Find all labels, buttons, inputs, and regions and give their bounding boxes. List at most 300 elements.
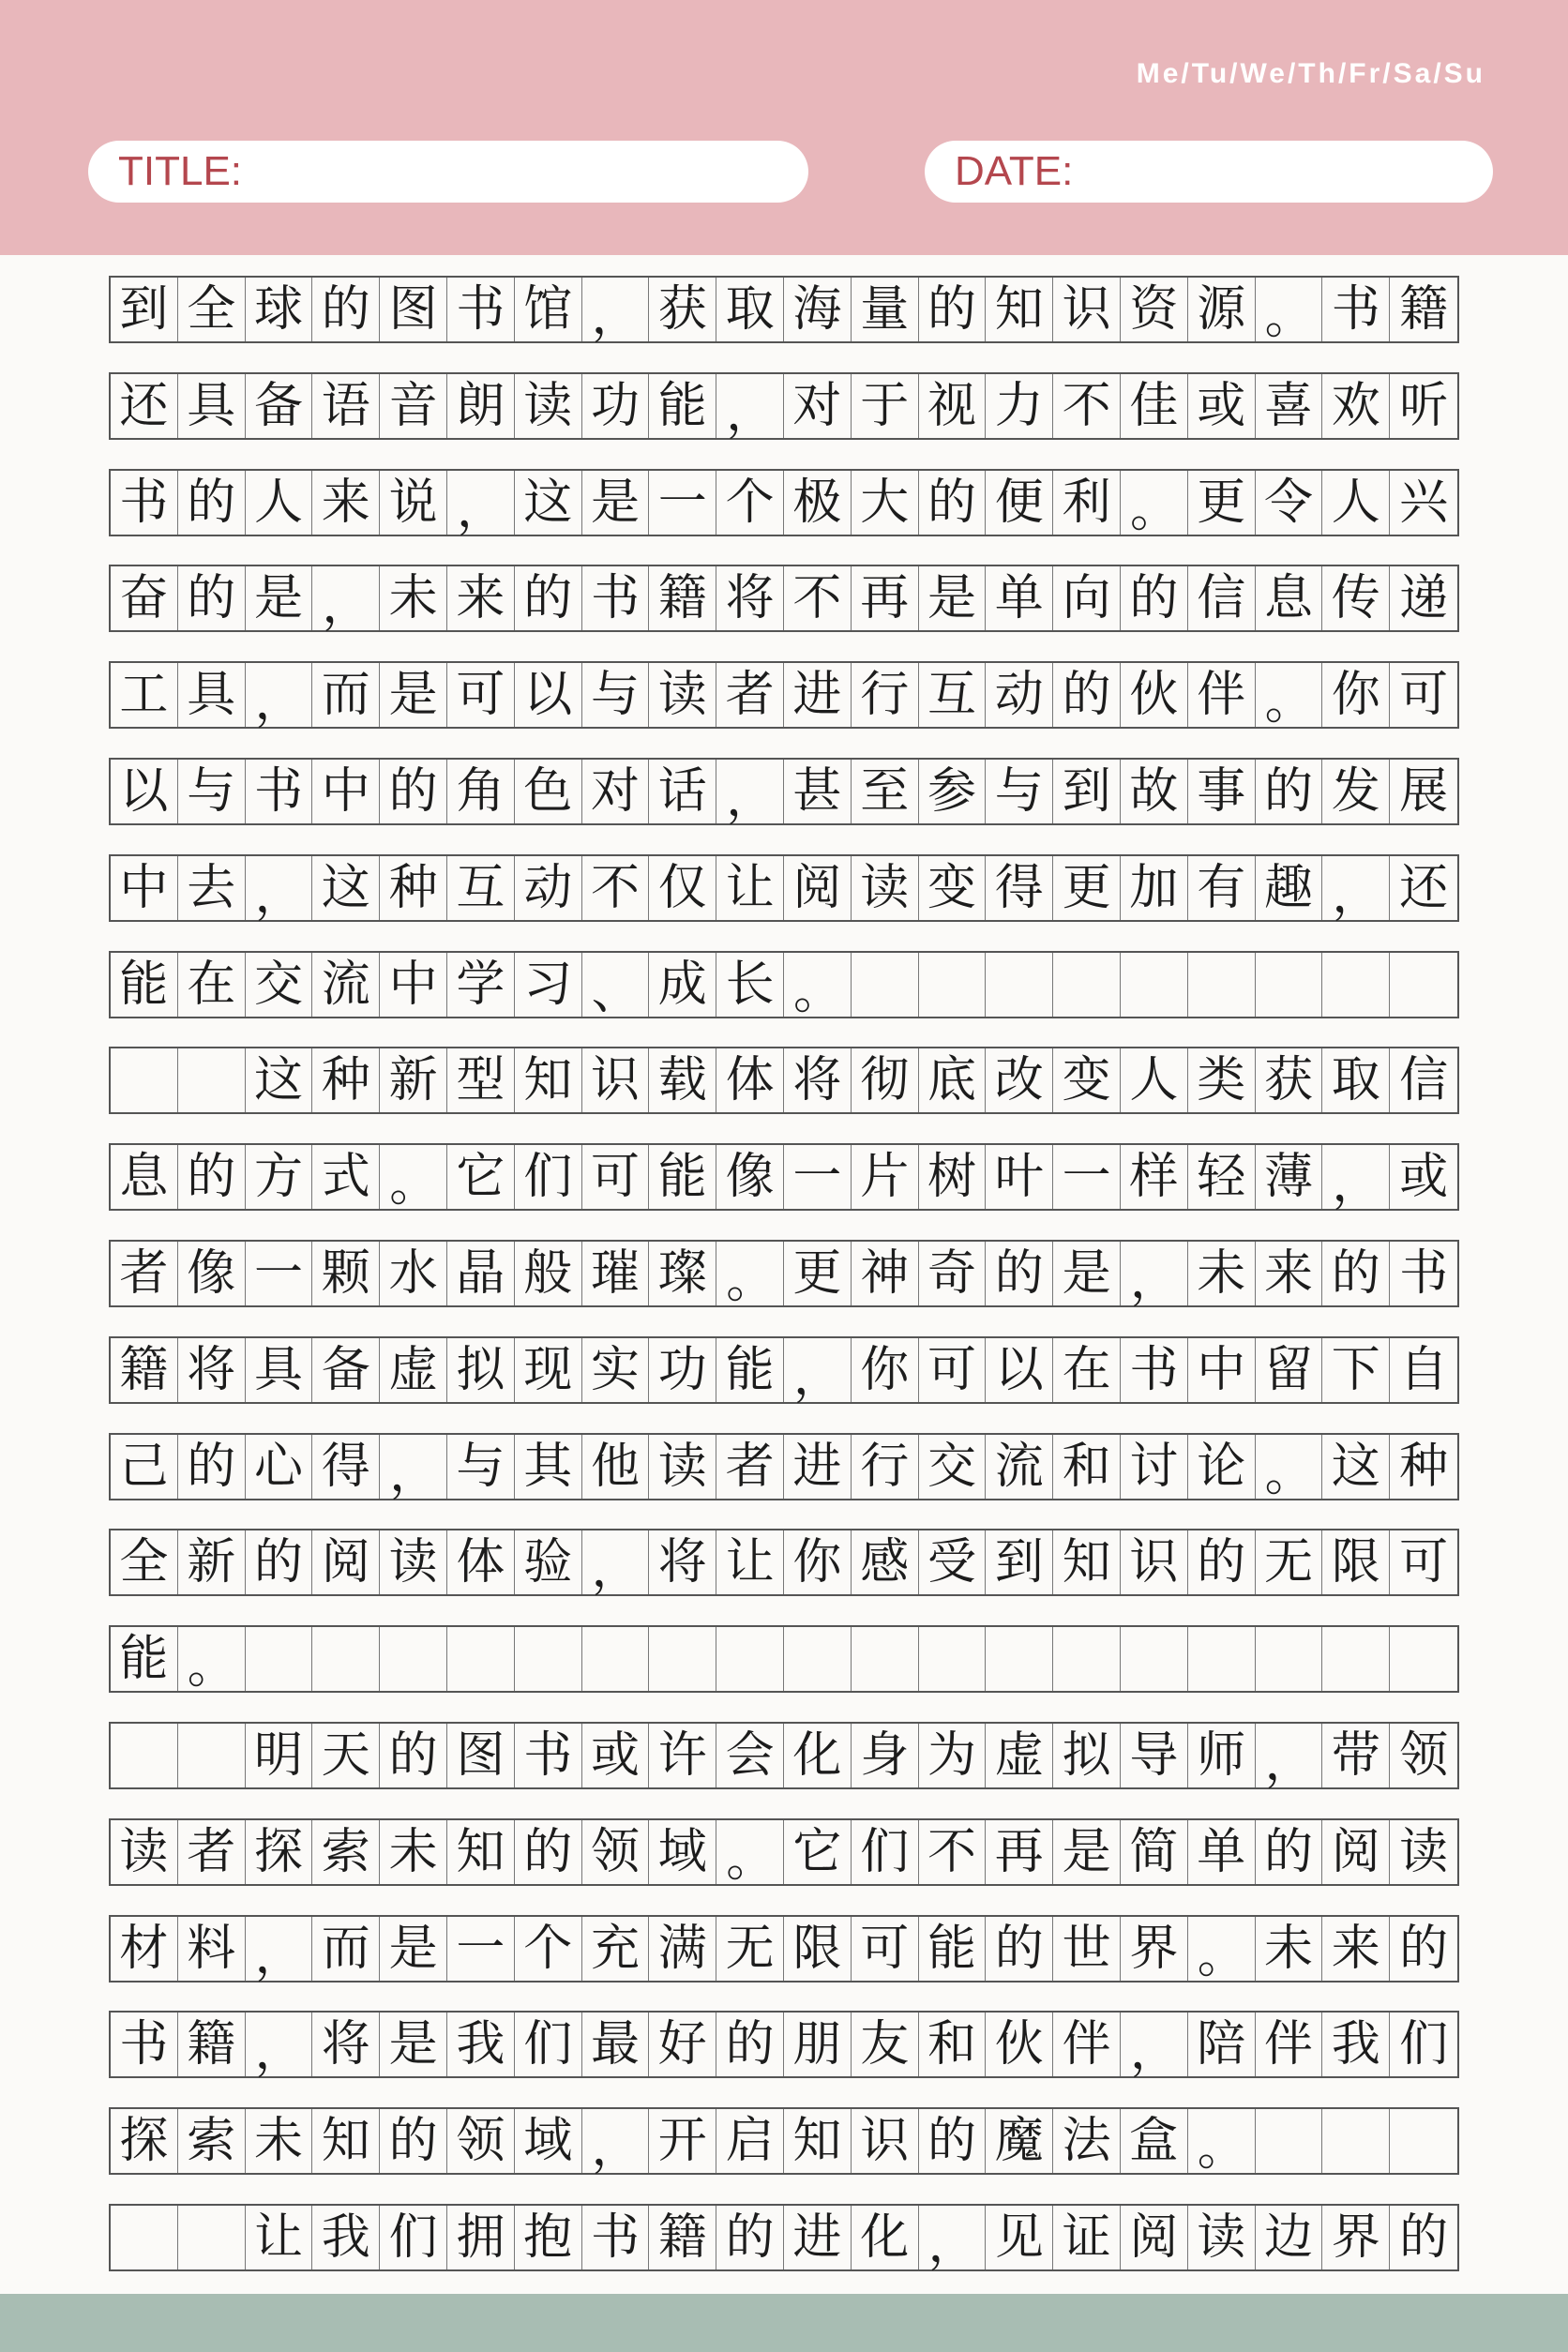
grid-cell: 知 xyxy=(1053,1530,1121,1594)
grid-cell: 能 xyxy=(111,1627,178,1691)
grid-cell xyxy=(111,1724,178,1787)
grid-cell: 启 xyxy=(716,2109,784,2173)
grid-cell: 导 xyxy=(1121,1724,1188,1787)
grid-cell: 们 xyxy=(852,1820,919,1884)
grid-cell: 人 xyxy=(1121,1048,1188,1112)
grid-cell: 们 xyxy=(515,2013,582,2076)
grid-cell: 书 xyxy=(1322,278,1390,341)
grid-cell xyxy=(649,1627,716,1691)
grid-cell: 交 xyxy=(919,1435,987,1499)
grid-cell: 可 xyxy=(852,1917,919,1981)
grid-cell: 是 xyxy=(919,566,987,630)
grid-cell: 语 xyxy=(312,374,380,438)
grid-cell: 体 xyxy=(716,1048,784,1112)
grid-cell: 的 xyxy=(178,471,246,535)
grid-cell: ， xyxy=(447,471,515,535)
grid-cell: 是 xyxy=(1053,1242,1121,1305)
grid-cell: 读 xyxy=(649,663,716,727)
grid-cell: ， xyxy=(716,760,784,823)
grid-cell: 让 xyxy=(716,856,784,920)
grid-cell: 进 xyxy=(784,2206,852,2269)
grid-cell: 带 xyxy=(1322,1724,1390,1787)
grid-cell: 球 xyxy=(246,278,313,341)
grid-cell: 界 xyxy=(1121,1917,1188,1981)
grid-cell xyxy=(1256,953,1323,1017)
grid-cell: 行 xyxy=(852,1435,919,1499)
grid-cell: 一 xyxy=(649,471,716,535)
grid-cell: 的 xyxy=(919,278,987,341)
grid-cell: 是 xyxy=(246,566,313,630)
grid-cell: 取 xyxy=(716,278,784,341)
grid-cell: 来 xyxy=(1256,1242,1323,1305)
grid-cell: 它 xyxy=(447,1145,515,1209)
grid-cell: 许 xyxy=(649,1724,716,1787)
grid-row xyxy=(109,1433,1459,1500)
grid-cell: 天 xyxy=(312,1724,380,1787)
grid-cell: 书 xyxy=(111,471,178,535)
grid-cell: 我 xyxy=(447,2013,515,2076)
grid-cell: 最 xyxy=(582,2013,650,2076)
date-label: DATE: xyxy=(955,148,1074,194)
grid-cell: 以 xyxy=(515,663,582,727)
grid-cell: 的 xyxy=(1188,1530,1256,1594)
grid-row xyxy=(109,565,1459,635)
grid-cell: ， xyxy=(582,1530,650,1594)
grid-cell xyxy=(1390,1627,1457,1691)
grid-cell: 更 xyxy=(1188,471,1256,535)
grid-cell: 域 xyxy=(649,1820,716,1884)
grid-cell: 璀 xyxy=(582,1242,650,1305)
grid-cell: 好 xyxy=(649,2013,716,2076)
grid-cell: 识 xyxy=(852,2109,919,2173)
grid-cell: 伙 xyxy=(986,2013,1053,2076)
grid-cell: ， xyxy=(246,1917,313,1981)
grid-cell: 事 xyxy=(1188,760,1256,823)
grid-cell: 像 xyxy=(178,1242,246,1305)
grid-cell xyxy=(111,1048,178,1112)
grid-cell: ， xyxy=(1322,1145,1390,1209)
grid-cell: 中 xyxy=(111,856,178,920)
grid-cell: 轻 xyxy=(1188,1145,1256,1209)
grid-cell: 它 xyxy=(784,1820,852,1884)
grid-cell: 的 xyxy=(919,2109,987,2173)
grid-cell: 片 xyxy=(852,1145,919,1209)
grid-cell: 新 xyxy=(178,1530,246,1594)
grid-cell: 还 xyxy=(111,374,178,438)
grid-cell: 知 xyxy=(447,1820,515,1884)
grid-cell: 虚 xyxy=(986,1724,1053,1787)
grid-cell: 或 xyxy=(1399,1149,1449,1206)
grid-cell: 到 xyxy=(986,1530,1053,1594)
grid-cell xyxy=(919,1627,987,1691)
grid-cell: 具 xyxy=(246,1338,313,1402)
grid-cell: 书 xyxy=(447,278,515,341)
grid-cell: 可 xyxy=(582,1145,650,1209)
grid-cell xyxy=(178,1048,246,1112)
grid-cell: 下 xyxy=(1322,1338,1390,1402)
grid-cell: 来 xyxy=(1322,1917,1390,1981)
weekday-selector[interactable]: Me/Tu/We/Th/Fr/Sa/Su xyxy=(1136,58,1485,89)
grid-cell: 。 xyxy=(380,1145,447,1209)
grid-cell xyxy=(986,953,1053,1017)
grid-cell: 进 xyxy=(784,1435,852,1499)
grid-cell: 不 xyxy=(784,566,852,630)
grid-cell: 流 xyxy=(986,1435,1053,1499)
grid-cell: 习 xyxy=(515,953,582,1017)
grid-row xyxy=(109,1529,1459,1599)
grid-cell: ， xyxy=(784,1338,852,1402)
grid-cell: 友 xyxy=(852,2013,919,2076)
grid-row xyxy=(109,661,1459,729)
grid-cell: 。 xyxy=(1121,471,1188,535)
grid-cell: 资 xyxy=(1121,278,1188,341)
grid-cell: 至 xyxy=(852,760,919,823)
grid-cell: 样 xyxy=(1121,1145,1188,1209)
grid-cell: 。 xyxy=(784,953,852,1017)
grid-cell: 人 xyxy=(1322,471,1390,535)
grid-cell: 域 xyxy=(515,2109,582,2173)
grid-cell: 明 xyxy=(246,1724,313,1787)
grid-cell: 于 xyxy=(852,374,919,438)
grid-cell: 一 xyxy=(784,1145,852,1209)
grid-cell: 籍 xyxy=(649,2206,716,2269)
grid-cell: 可 xyxy=(1399,667,1449,724)
title-field[interactable] xyxy=(88,141,808,203)
grid-cell: 读 xyxy=(649,1435,716,1499)
grid-cell: 角 xyxy=(447,760,515,823)
grid-cell: 加 xyxy=(1121,856,1188,920)
grid-cell: 极 xyxy=(784,471,852,535)
grid-cell: 识 xyxy=(1121,1530,1188,1594)
grid-cell: 的 xyxy=(986,1242,1053,1305)
grid-cell: 书 xyxy=(1399,1245,1449,1302)
grid-cell: 与 xyxy=(447,1435,515,1499)
grid-cell: 我 xyxy=(1322,2013,1390,2076)
grid-cell: 读 xyxy=(1399,1823,1449,1880)
grid-cell: 全 xyxy=(111,1530,178,1594)
grid-cell: 读 xyxy=(515,374,582,438)
grid-cell: 人 xyxy=(246,471,313,535)
grid-cell: 学 xyxy=(447,953,515,1017)
grid-cell: 再 xyxy=(852,566,919,630)
grid-cell: 中 xyxy=(1188,1338,1256,1402)
grid-cell: 伴 xyxy=(1188,663,1256,727)
grid-cell: 简 xyxy=(1121,1820,1188,1884)
grid-row xyxy=(109,1240,1459,1307)
grid-cell: 自 xyxy=(1399,1341,1449,1398)
grid-cell: 验 xyxy=(515,1530,582,1594)
grid-row xyxy=(109,469,1459,536)
grid-cell: 你 xyxy=(784,1530,852,1594)
grid-cell: ， xyxy=(246,856,313,920)
grid-cell: ， xyxy=(380,1435,447,1499)
grid-cell: 息 xyxy=(111,1145,178,1209)
grid-cell: 色 xyxy=(515,760,582,823)
grid-cell: 者 xyxy=(716,1435,784,1499)
grid-cell: 的 xyxy=(380,1724,447,1787)
grid-cell: 信 xyxy=(1188,566,1256,630)
grid-cell: 识 xyxy=(1053,278,1121,341)
grid-cell: 是 xyxy=(1053,1820,1121,1884)
grid-cell: 型 xyxy=(447,1048,515,1112)
grid-cell: 书 xyxy=(582,566,650,630)
grid-cell: 神 xyxy=(852,1242,919,1305)
grid-cell: 盒 xyxy=(1121,2109,1188,2173)
grid-cell: 种 xyxy=(312,1048,380,1112)
grid-cell: 改 xyxy=(986,1048,1053,1112)
grid-cell: 料 xyxy=(178,1917,246,1981)
grid-cell: 以 xyxy=(111,760,178,823)
grid-cell: 量 xyxy=(852,278,919,341)
grid-cell: 而 xyxy=(312,663,380,727)
grid-row xyxy=(109,854,1459,922)
grid-cell: 。 xyxy=(716,1820,784,1884)
grid-cell: 取 xyxy=(1322,1048,1390,1112)
grid-cell: 载 xyxy=(649,1048,716,1112)
grid-cell: 。 xyxy=(716,1242,784,1305)
grid-cell: 听 xyxy=(1399,377,1449,434)
grid-cell: 可 xyxy=(1399,1534,1449,1591)
grid-row xyxy=(109,758,1459,825)
grid-cell xyxy=(852,953,919,1017)
grid-cell: 知 xyxy=(515,1048,582,1112)
grid-cell: ， xyxy=(246,2013,313,2076)
grid-cell: 发 xyxy=(1322,760,1390,823)
grid-cell: 向 xyxy=(1053,566,1121,630)
grid-cell: 的 xyxy=(716,2013,784,2076)
grid-cell: 令 xyxy=(1256,471,1323,535)
grid-cell: 在 xyxy=(1053,1338,1121,1402)
grid-cell: 是 xyxy=(380,663,447,727)
grid-cell: 心 xyxy=(246,1435,313,1499)
grid-cell: 兴 xyxy=(1399,474,1449,531)
grid-cell: 会 xyxy=(716,1724,784,1787)
grid-cell: 具 xyxy=(178,374,246,438)
grid-cell: 将 xyxy=(312,2013,380,2076)
grid-cell: 领 xyxy=(582,1820,650,1884)
grid-cell: 薄 xyxy=(1256,1145,1323,1209)
grid-cell: 见 xyxy=(986,2206,1053,2269)
grid-cell: 的 xyxy=(178,566,246,630)
grid-cell: 功 xyxy=(649,1338,716,1402)
grid-cell: 伴 xyxy=(1256,2013,1323,2076)
grid-cell: 这 xyxy=(515,471,582,535)
grid-cell: 能 xyxy=(919,1917,987,1981)
grid-cell: 奋 xyxy=(111,566,178,630)
grid-cell: 阅 xyxy=(1121,2206,1188,2269)
grid-cell xyxy=(1322,2109,1390,2173)
grid-row xyxy=(109,2107,1459,2178)
grid-row xyxy=(109,2204,1459,2271)
grid-row xyxy=(109,1336,1459,1404)
grid-cell: 。 xyxy=(1188,2109,1256,2173)
grid-cell: 者 xyxy=(178,1820,246,1884)
grid-cell: 个 xyxy=(515,1917,582,1981)
grid-cell: 满 xyxy=(649,1917,716,1981)
grid-cell: 欢 xyxy=(1322,374,1390,438)
grid-cell: 阅 xyxy=(784,856,852,920)
grid-cell: 己 xyxy=(111,1435,178,1499)
grid-cell xyxy=(716,1627,784,1691)
grid-cell: 的 xyxy=(380,760,447,823)
grid-cell: 开 xyxy=(649,2109,716,2173)
grid-cell: 的 xyxy=(1399,1920,1449,1977)
grid-cell: 趣 xyxy=(1256,856,1323,920)
grid-cell xyxy=(1053,1627,1121,1691)
grid-cell: 动 xyxy=(515,856,582,920)
grid-cell: 以 xyxy=(986,1338,1053,1402)
grid-cell: 材 xyxy=(111,1917,178,1981)
grid-cell: 我 xyxy=(312,2206,380,2269)
grid-cell: 论 xyxy=(1188,1435,1256,1499)
grid-cell: 力 xyxy=(986,374,1053,438)
grid-cell: 的 xyxy=(1121,566,1188,630)
grid-cell: 递 xyxy=(1399,570,1449,627)
grid-cell: 阅 xyxy=(1322,1820,1390,1884)
grid-cell xyxy=(246,1627,313,1691)
grid-cell: 充 xyxy=(582,1917,650,1981)
grid-cell xyxy=(1322,1627,1390,1691)
grid-cell: 仅 xyxy=(649,856,716,920)
grid-cell: 领 xyxy=(447,2109,515,2173)
grid-cell: 一 xyxy=(447,1917,515,1981)
grid-cell: 具 xyxy=(178,663,246,727)
grid-cell: ， xyxy=(312,566,380,630)
writing-grid xyxy=(109,276,1459,2273)
grid-cell: 底 xyxy=(919,1048,987,1112)
grid-cell: 佳 xyxy=(1121,374,1188,438)
grid-cell: 证 xyxy=(1053,2206,1121,2269)
grid-cell: 变 xyxy=(919,856,987,920)
grid-cell: 动 xyxy=(986,663,1053,727)
grid-cell: 去 xyxy=(178,856,246,920)
grid-cell xyxy=(111,2206,178,2269)
grid-cell: 籍 xyxy=(649,566,716,630)
grid-cell: 能 xyxy=(111,953,178,1017)
grid-row xyxy=(109,1047,1459,1114)
grid-cell: 能 xyxy=(649,374,716,438)
grid-row xyxy=(109,1722,1459,1789)
grid-cell xyxy=(1121,953,1188,1017)
grid-cell: 读 xyxy=(380,1530,447,1594)
grid-cell: 这 xyxy=(246,1048,313,1112)
grid-cell: 们 xyxy=(515,1145,582,1209)
grid-cell: 识 xyxy=(582,1048,650,1112)
grid-cell: 甚 xyxy=(784,760,852,823)
grid-cell: 与 xyxy=(178,760,246,823)
grid-cell xyxy=(1053,953,1121,1017)
grid-cell: 读 xyxy=(852,856,919,920)
grid-cell: 知 xyxy=(312,2109,380,2173)
grid-cell: ， xyxy=(919,2206,987,2269)
grid-cell: 者 xyxy=(111,1242,178,1305)
grid-cell: 便 xyxy=(986,471,1053,535)
grid-cell: 能 xyxy=(716,1338,784,1402)
grid-cell: 将 xyxy=(178,1338,246,1402)
grid-cell xyxy=(919,953,987,1017)
grid-cell: 颗 xyxy=(312,1242,380,1305)
grid-cell: 得 xyxy=(986,856,1053,920)
grid-cell: ， xyxy=(582,2109,650,2173)
grid-cell: 探 xyxy=(246,1820,313,1884)
grid-cell: 未 xyxy=(1256,1917,1323,1981)
grid-cell: 中 xyxy=(312,760,380,823)
grid-cell: 的 xyxy=(1053,663,1121,727)
grid-cell: 可 xyxy=(447,663,515,727)
grid-cell: 话 xyxy=(649,760,716,823)
grid-cell: 个 xyxy=(716,471,784,535)
grid-cell: 再 xyxy=(986,1820,1053,1884)
grid-cell: 体 xyxy=(447,1530,515,1594)
grid-row xyxy=(109,2011,1459,2081)
grid-cell: 般 xyxy=(515,1242,582,1305)
grid-cell: 流 xyxy=(312,953,380,1017)
grid-cell: 进 xyxy=(784,663,852,727)
grid-cell: 边 xyxy=(1256,2206,1323,2269)
grid-cell: 。 xyxy=(1256,663,1323,727)
grid-cell: 让 xyxy=(716,1530,784,1594)
grid-cell: 们 xyxy=(1399,2016,1449,2073)
grid-cell: 传 xyxy=(1322,566,1390,630)
grid-cell: 的 xyxy=(178,1145,246,1209)
grid-cell: 利 xyxy=(1053,471,1121,535)
grid-cell: 探 xyxy=(111,2109,178,2173)
grid-cell: 单 xyxy=(1188,1820,1256,1884)
grid-cell xyxy=(852,1627,919,1691)
grid-cell: 像 xyxy=(716,1145,784,1209)
grid-cell: 展 xyxy=(1399,763,1449,820)
grid-cell: 的 xyxy=(178,1435,246,1499)
grid-cell: 说 xyxy=(380,471,447,535)
date-field[interactable] xyxy=(925,141,1493,203)
grid-cell: 彻 xyxy=(852,1048,919,1112)
grid-cell xyxy=(515,1627,582,1691)
grid-cell: 者 xyxy=(716,663,784,727)
grid-cell: 来 xyxy=(312,471,380,535)
grid-cell: 交 xyxy=(246,953,313,1017)
grid-cell: 陪 xyxy=(1188,2013,1256,2076)
grid-cell xyxy=(1188,1627,1256,1691)
grid-row xyxy=(109,1818,1459,1886)
grid-row xyxy=(109,951,1459,1018)
grid-cell: 界 xyxy=(1322,2206,1390,2269)
grid-cell: 的 xyxy=(1256,760,1323,823)
grid-cell: 、 xyxy=(582,953,650,1017)
grid-row xyxy=(109,276,1459,343)
grid-cell: 朋 xyxy=(784,2013,852,2076)
grid-cell: 不 xyxy=(1053,374,1121,438)
grid-cell xyxy=(312,1627,380,1691)
grid-cell: 大 xyxy=(852,471,919,535)
grid-cell: 们 xyxy=(380,2206,447,2269)
grid-cell xyxy=(986,1627,1053,1691)
grid-cell: 或 xyxy=(1188,374,1256,438)
grid-cell: 法 xyxy=(1053,2109,1121,2173)
grid-cell: 的 xyxy=(312,278,380,341)
grid-row xyxy=(109,372,1459,440)
grid-cell: 伴 xyxy=(1053,2013,1121,2076)
grid-cell: 变 xyxy=(1053,1048,1121,1112)
grid-cell: 到 xyxy=(1053,760,1121,823)
grid-cell: ， xyxy=(1121,2013,1188,2076)
grid-row xyxy=(109,1625,1459,1696)
grid-cell: 知 xyxy=(986,278,1053,341)
grid-cell: 将 xyxy=(649,1530,716,1594)
grid-cell: 籍 xyxy=(178,2013,246,2076)
grid-cell: 魔 xyxy=(986,2109,1053,2173)
grid-cell: 到 xyxy=(111,278,178,341)
grid-cell xyxy=(380,1627,447,1691)
